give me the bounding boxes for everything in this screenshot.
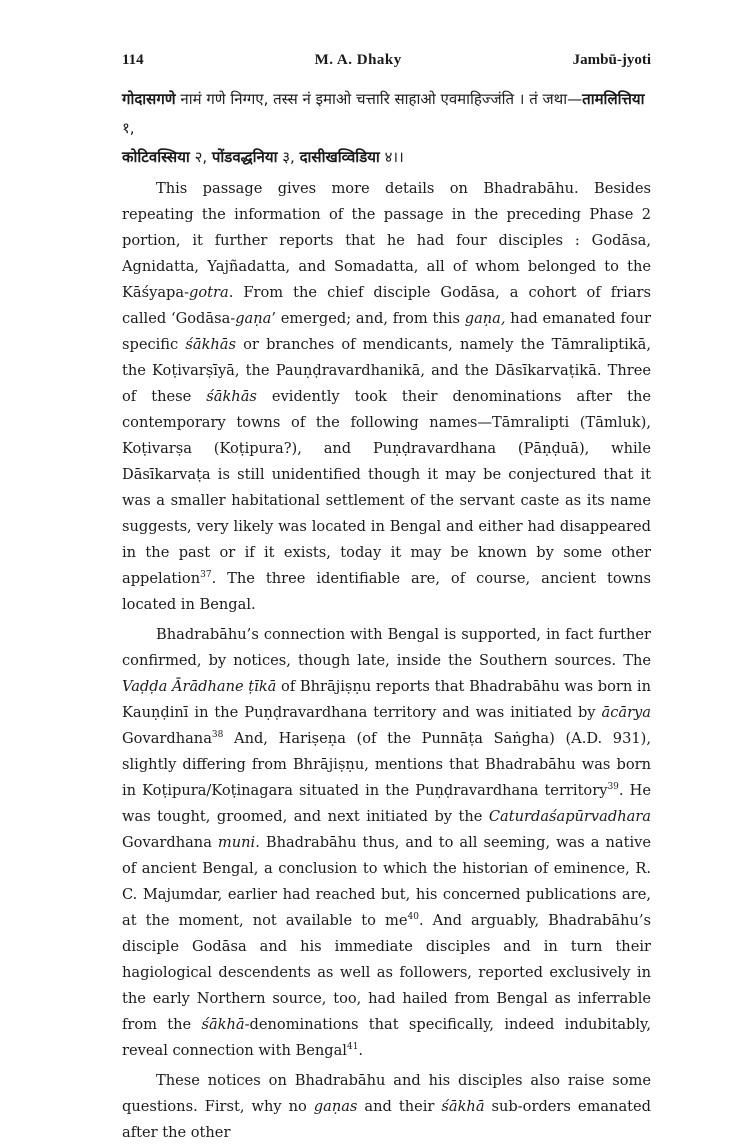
footnote-ref: 38 [211, 730, 224, 741]
footnote-ref: 40 [407, 912, 419, 923]
paragraph-3: These notices on Bhadrabāhu and his disciples also raise some questions. First, why no gaṇas and their śākhā sub-orders emanated after the other [122, 1072, 652, 1141]
sanskrit-term: दासीखव्विडिया [299, 148, 380, 166]
running-head [122, 52, 651, 69]
book-title: Jambū-jyoti [572, 52, 651, 68]
footnote-ref: 37 [200, 570, 212, 581]
page-number: 114 [122, 52, 144, 68]
sanskrit-quotation: गोदासगणे नामं गणे निग्गए, तस्स नं इमाओ चत्तारि साहाओ एवमाहिज्जंति । तं जथा—तामलित्तिया १, कोटिवस्सिया २, पोंडवद्धनिया ३, दासीखव्विडिया ४।। [122, 90, 645, 166]
paragraph-1: This passage gives more details on Bhadrabāhu. Besides repeating the information of the passage in the preceding Phase 2 portion, it further reports that he had four disciples : Godāsa, Agnidatta, Yajñadatta, and Somadatta, all of whom belonged to the Kāśyapa-gotra. From the chief disciple Godāsa, a cohort of friars called ‘Godāsa-gaṇa’ emerged; and, from this gaṇa, had emanated four specific śākhās or branches of mendicants, namely the Tāmraliptikā, the Koṭivarṣīyā, the Pauṇḍravardhanikā, and the Dāsīkarvaṭikā. Three of these śākhās evidently took their denominations after the contemporary towns of the following names—Tāmralipti (Tāmluk), Koṭivarṣa (Koṭipura?), and Puṇḍravardhana (Pāṇḍuā), while Dāsīkarvaṭa is still unidentified though it may be conjectured that it was a smaller habitational settlement of the servant caste as its name suggests, very likely was located in Bengal and either had disappeared in the past or if it exists, today it may be known by some other appelation$^{37}$. The three identifiable are, of course, ancient towns located in Bengal. [122, 180, 651, 613]
sanskrit-term: कोटिवस्सिया [122, 148, 190, 166]
sanskrit-term: तामलित्तिया [582, 90, 645, 108]
sanskrit-term: पोंडवद्धनिया [211, 148, 278, 166]
author-name: M. A. Dhaky [314, 52, 402, 68]
paragraph-2: Bhadrabāhu’s connection with Bengal is supported, in fact further confirmed, by notices, though late, inside the Southern sources. The Vaḍḍa Ārādhane ṭīkā of Bhrājiṣṇu reports that Bhadrabāhu was born in Kauṇḍinī in the Puṇḍravardhana territory and was initiated by ācārya Govardhana$^{38}$ And, Hariṣeṇa (of the Punnāṭa Saṅgha) (A.D. 931), slightly differing from Bhrājiṣṇu, mentions that Bhadrabāhu was born in Koṭipura/Koṭinagara situated in the Puṇḍravardhana territory$^{39}$. He was tought, groomed, and next initiated by the Caturdaśapūrvadhara Govardhana muni. Bhadrabāhu thus, and to all seeming, was a native of ancient Bengal, a conclusion to which the historian of eminence, R. C. Majumdar, earlier had reached but, his concerned publications are, at the moment, not available to $me^{40}$. And arguably, Bhadrabāhu’s disciple Godāsa and his immediate disciples and in turn their hagiological descendents as well as followers, reported exclusively in the early Northern source, too, had hailed from Bengal as inferrable from the śākhā-denominations that specifically, indeed indubitably, reveal connection with Bengal$^{41}$. [122, 626, 651, 1059]
footnote-ref: 41 [346, 1042, 359, 1053]
footnote-ref: 39 [607, 782, 619, 793]
sanskrit-term: गोदासगणे [122, 90, 176, 108]
